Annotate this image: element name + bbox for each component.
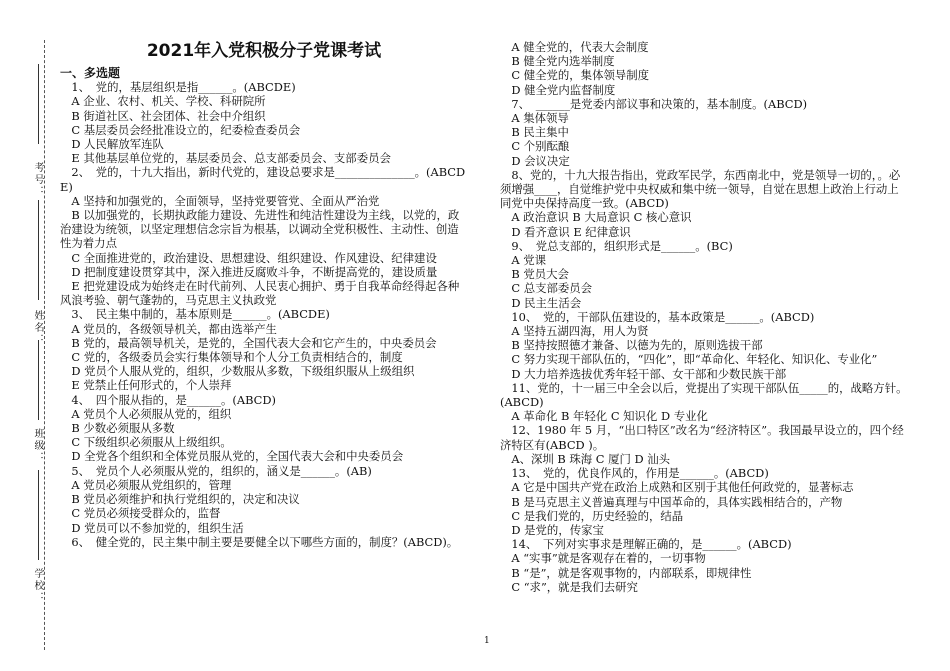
- text-line: C 基层委员会经批准设立的，纪委检查委员会: [60, 122, 301, 137]
- name-rule: [38, 200, 39, 300]
- text-line: C 总支部委员会: [500, 281, 593, 296]
- text-line: A、深圳 B 珠海 C 厦门 D 汕头: [500, 451, 671, 466]
- text-line: D 是党的，传家宝: [500, 522, 604, 537]
- text-line: A 党员必须服从党组织的，管理: [60, 477, 232, 492]
- text-line: A 它是中国共产党在政治上成熟和区别于其他任何政党的，显著标志: [500, 480, 854, 495]
- text-line: D 会议决定: [500, 153, 570, 168]
- text-line: B 以加强党的，长期执政能力建设、先进性和纯洁性建设为主线，以党的，政治建设为统领，以坚定理想信念宗旨为根基，以调动全党积极性、主动性、创造性为着力点: [60, 208, 460, 251]
- text-line: A “实事”就是客观存在着的，一切事物: [500, 551, 706, 566]
- text-line: A 党员个人必须服从党的，组织: [60, 406, 232, 421]
- text-line: B 街道社区、社会团体、社会中介组织: [60, 108, 266, 123]
- text-line: B “是”，就是客观事物的，内部联系，即规律性: [500, 565, 752, 580]
- exam-no-label: 考号：: [32, 162, 43, 198]
- page-number: 1: [484, 636, 490, 646]
- text-line: B 是马克思主义普遍真理与中国革命的，具体实践相结合的，产物: [500, 494, 843, 509]
- text-line: A 健全党的，代表大会制度: [500, 40, 649, 54]
- text-line: C 党员必须接受群众的，监督: [60, 506, 221, 521]
- text-line: B 党员大会: [500, 267, 569, 282]
- text-line: C 下级组织必须服从上级组织。: [60, 435, 232, 450]
- binding-margin: [0, 0, 60, 671]
- left-question-list: [60, 80, 468, 549]
- text-line: A 党员的，各级领导机关，都由选举产生: [60, 321, 277, 336]
- text-line: A 企业、农村、机关、学校、科研院所: [60, 94, 266, 109]
- page-title: 2021年入党积极分子党课考试: [146, 41, 382, 61]
- text-line: D 人民解放军连队: [60, 137, 164, 152]
- text-line: C 党的，各级委员会实行集体领导和个人分工负责相结合的，制度: [60, 350, 403, 365]
- text-line: A 革命化 B 年轻化 C 知识化 D 专业化: [500, 409, 708, 424]
- text-line: D 大力培养选拔优秀年轻干部、女干部和少数民族干部: [500, 366, 787, 381]
- text-line: 5、 党员个人必须服从党的，组织的，涵义是______。(AB): [60, 463, 372, 478]
- text-line: E 把党建设成为始终走在时代前列、人民衷心拥护、勇于自我革命经得起各种风浪考验、朝气蓬勃的，马克思主义执政党: [60, 279, 460, 308]
- text-line: 3、 民主集中制的，基本原则是______。(ABCDE): [60, 307, 330, 322]
- text-line: C “求”，就是我们去研究: [500, 579, 638, 594]
- text-line: 4、 四个服从指的，是______。(ABCD): [60, 392, 276, 407]
- text-line: B 民主集中: [500, 125, 569, 140]
- school-rule: [38, 470, 39, 560]
- text-line: A 坚持五湖四海，用人为贤: [500, 324, 649, 339]
- text-line: 8、党的，十九大报告指出，党政军民学，东西南北中，党是领导一切的，。必须增强____，自觉维护党中央权威和集中统一领导，自觉在思想上政治上行动上同党中央保持高度一致。(ABCD): [500, 167, 901, 211]
- text-line: B 党员必须维护和执行党组织的，决定和决议: [60, 492, 300, 507]
- text-line: D 党员个人服从党的，组织，少数服从多数，下级组织服从上级组织: [60, 364, 415, 379]
- text-line: 2、 党的，十九大指出，新时代党的，建设总要求是______________。(ABCDE): [60, 165, 466, 194]
- text-line: 12、1980 年 5 月，“出口特区”改名为“经济特区”。我国最早设立的，四个经济特区有(ABCD )。: [500, 423, 904, 452]
- class-label: 班级：: [32, 428, 43, 464]
- text-line: A 坚持和加强党的，全面领导，坚持党要管党、全面从严治党: [60, 193, 380, 208]
- text-line: 11、党的，十一届三中全会以后，党提出了实现干部队伍_____的，战略方针。(ABCD): [500, 380, 908, 410]
- text-line: C 个别酝酿: [500, 139, 570, 154]
- right-column: [500, 40, 908, 594]
- text-line: E 党禁止任何形式的，个人崇拜: [60, 378, 232, 393]
- text-line: D 健全党内监督制度: [500, 82, 616, 97]
- text-line: D 把制度建设贯穿其中，深入推进反腐败斗争，不断提高党的，建设质量: [60, 264, 438, 279]
- text-line: D 看齐意识 E 纪律意识: [500, 224, 631, 239]
- text-line: C 努力实现干部队伍的，“四化”，即“革命化、年轻化、知识化、专业化”: [500, 352, 878, 367]
- text-line: B 少数必须服从多数: [60, 421, 175, 436]
- text-line: 1、 党的，基层组织是指______。(ABCDE): [60, 80, 296, 95]
- left-column: [60, 40, 468, 549]
- text-line: 9、 党总支部的，组织形式是______。(BC): [500, 238, 733, 253]
- school-label: 学校：: [32, 568, 43, 604]
- text-line: 7、 ______是党委内部议事和决策的，基本制度。(ABCD): [500, 96, 808, 111]
- text-line: C 全面推进党的，政治建设、思想建设、组织建设、作风建设、纪律建设: [60, 250, 437, 265]
- section-heading: 一、多选题: [60, 66, 121, 80]
- text-line: 10、 党的，干部队伍建设的，基本政策是______。(ABCD): [500, 309, 815, 324]
- exam-no-rule: [38, 64, 39, 144]
- text-line: E 其他基层单位党的，基层委员会、总支部委员会、支部委员会: [60, 151, 391, 166]
- text-line: A 政治意识 B 大局意识 C 核心意识: [500, 210, 692, 225]
- text-line: C 是我们党的，历史经验的，结晶: [500, 508, 684, 523]
- text-line: 6、 健全党的，民主集中制主要是要健全以下哪些方面的，制度？(ABCD)。: [60, 534, 459, 549]
- text-line: A 党课: [500, 253, 547, 268]
- text-line: B 党的，最高领导机关，是党的，全国代表大会和它产生的，中央委员会: [60, 335, 437, 350]
- name-label: 姓名：: [32, 310, 43, 346]
- class-rule: [38, 340, 39, 420]
- text-line: D 党员可以不参加党的，组织生活: [60, 520, 244, 535]
- text-line: 14、 下列对实事求是理解正确的，是______。(ABCD): [500, 537, 792, 552]
- text-line: C 健全党的，集体领导制度: [500, 68, 650, 83]
- text-line: B 坚持按照德才兼备、以德为先的，原则选拔干部: [500, 338, 763, 353]
- text-line: D 民主生活会: [500, 295, 582, 310]
- text-line: A 集体领导: [500, 111, 569, 126]
- text-line: D 全党各个组织和全体党员服从党的，全国代表大会和中央委员会: [60, 449, 404, 464]
- text-line: 13、 党的，优良作风的，作用是______。(ABCD): [500, 466, 769, 481]
- text-line: B 健全党内选举制度: [500, 54, 615, 69]
- right-question-list: [500, 40, 908, 594]
